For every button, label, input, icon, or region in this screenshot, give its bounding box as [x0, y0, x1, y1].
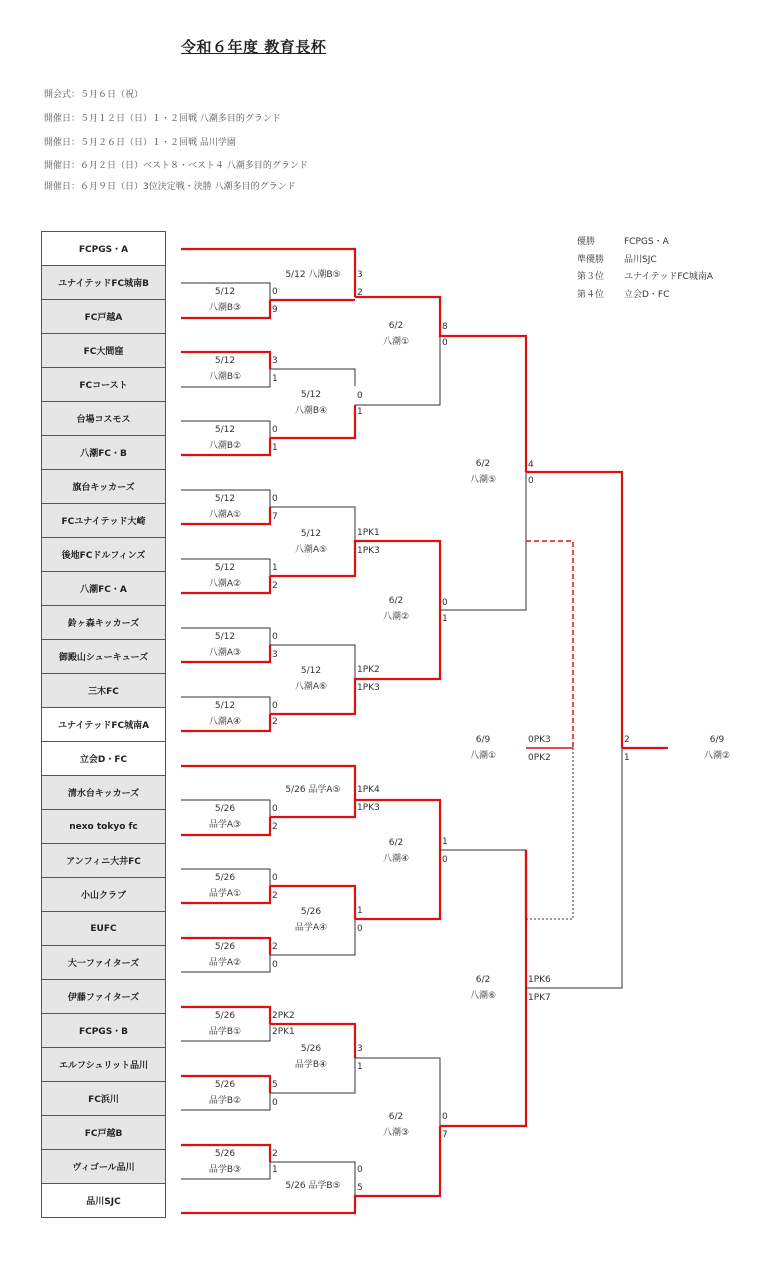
team-name: 後地FCドルフィンズ	[61, 551, 146, 561]
score: 0	[272, 873, 278, 883]
score: 0PK2	[528, 753, 551, 763]
team-name: FCユナイテッド大崎	[61, 517, 146, 527]
bracket-line	[526, 748, 622, 988]
match-date: 6/2	[388, 596, 404, 606]
score: 5	[357, 1183, 363, 1193]
score: 0	[442, 855, 448, 865]
match-date: 5/26	[214, 1011, 236, 1021]
match-venue: 八潮④	[382, 854, 410, 864]
score: 0	[442, 338, 448, 348]
result-team: 立会D・FC	[624, 289, 670, 300]
match-venue: 八潮⑥	[469, 991, 497, 1001]
score: 1	[357, 906, 363, 916]
team-name: ユナイテッドFC城南A	[57, 721, 150, 731]
score: 1PK3	[357, 683, 380, 693]
match-date: 5/12	[214, 494, 236, 504]
team-name: 鈴ヶ森キッカーズ	[67, 619, 140, 629]
match-venue: 八潮A⑤	[294, 545, 328, 555]
score: 1PK6	[528, 975, 551, 985]
score: 0	[442, 598, 448, 608]
score: 0	[272, 1098, 278, 1108]
page-title: 令和６年度 教育長杯	[181, 38, 327, 56]
match-venue: 八潮⑤	[469, 475, 497, 485]
score: 0	[272, 632, 278, 642]
match-venue: 品学A③	[208, 820, 242, 830]
score: 1	[442, 614, 448, 624]
match-date: 5/12	[214, 356, 236, 366]
team-name: アンフィニ大井FC	[66, 857, 141, 867]
match-date: 6/2	[475, 975, 491, 985]
score: 1PK3	[357, 546, 380, 556]
match-venue: 八潮③	[382, 1128, 410, 1138]
match-venue: 八潮B④	[294, 406, 328, 416]
team-name: 旗台キッカーズ	[72, 483, 135, 493]
score: 0	[357, 391, 363, 401]
score: 0	[272, 287, 278, 297]
team-name: 小山クラブ	[80, 891, 126, 901]
match-venue-inline: 5/26 品学B⑤	[285, 1181, 341, 1191]
winner-line	[181, 249, 355, 265]
score: 9	[272, 305, 278, 315]
team-name: FC浜川	[88, 1095, 119, 1105]
match-venue: 八潮A②	[208, 579, 242, 589]
team-name: FC大間窪	[83, 347, 124, 357]
score: 3	[272, 650, 278, 660]
schedule-line: 開会式：５月６日（祝）	[44, 90, 144, 100]
winner-line	[526, 541, 573, 748]
match-venue: 品学A②	[208, 958, 242, 968]
score: 8	[442, 322, 448, 332]
match-date: 5/12	[300, 529, 322, 539]
match-venue: 品学B①	[208, 1027, 242, 1037]
match-venue-inline: 5/26 品学A⑤	[285, 785, 341, 795]
result-label: 第４位	[577, 289, 605, 300]
score: 1	[272, 443, 278, 453]
match-venue: 八潮②	[703, 751, 731, 761]
result-team: ユナイテッドFC城南A	[624, 272, 713, 282]
team-name: 清水台キッカーズ	[67, 789, 140, 799]
schedule-line: 開催日：５月１２日（日）１・２回戦 八潮多目的グランド	[44, 114, 281, 124]
result-label: 準優勝	[577, 254, 605, 265]
match-date: 5/12	[300, 666, 322, 676]
match-venue: 八潮A④	[208, 717, 242, 727]
team-name: ユナイテッドFC城南B	[58, 279, 149, 289]
score: 2	[272, 822, 278, 832]
score: 2	[272, 891, 278, 901]
match-date: 5/12	[300, 390, 322, 400]
match-venue: 八潮B②	[208, 441, 242, 451]
winner-line	[270, 800, 440, 850]
winner-line	[526, 472, 622, 748]
score: 2	[624, 735, 630, 745]
score: 0	[442, 1112, 448, 1122]
match-date: 5/12	[214, 632, 236, 642]
team-name: FCPGS・A	[78, 245, 129, 255]
match-date: 5/26	[214, 942, 236, 952]
match-venue: 八潮A⑥	[294, 682, 328, 692]
team-name: FCPGS・B	[78, 1027, 129, 1037]
match-date: 6/2	[388, 838, 404, 848]
score: 2	[272, 942, 278, 952]
team-name: 品川SJC	[86, 1197, 121, 1207]
match-venue: 八潮B③	[208, 303, 242, 313]
winner-line	[440, 988, 526, 1126]
bracket-line	[440, 850, 526, 988]
match-venue: 品学B②	[208, 1096, 242, 1106]
score: 0	[528, 476, 534, 486]
match-venue: 八潮A①	[208, 510, 242, 520]
result-label: 第３位	[577, 272, 605, 282]
score: 3	[357, 270, 363, 280]
score: 0	[357, 1165, 363, 1175]
schedule-line: 開催日：６月９日（日）3位決定戦・決勝 八潮多目的グランド	[44, 182, 296, 192]
result-team: FCPGS・A	[624, 237, 669, 247]
score: 7	[272, 512, 278, 522]
score: 7	[442, 1130, 448, 1140]
score: 0	[272, 494, 278, 504]
match-date: 5/26	[214, 1149, 236, 1159]
score: 3	[272, 356, 278, 366]
match-venue: 品学A④	[294, 923, 328, 933]
winner-line	[355, 297, 440, 318]
score: 1	[357, 1062, 363, 1072]
score: 0	[272, 960, 278, 970]
match-date: 6/9	[475, 735, 491, 745]
score: 0	[272, 425, 278, 435]
team-name: 八潮FC・A	[80, 585, 127, 595]
match-date: 5/12	[214, 287, 236, 297]
match-date: 6/9	[709, 735, 725, 745]
match-venue: 八潮①	[382, 337, 410, 347]
score: 4	[528, 460, 534, 470]
score: 2	[272, 717, 278, 727]
match-date: 5/26	[214, 873, 236, 883]
match-venue: 八潮A③	[208, 648, 242, 658]
score: 3	[357, 1044, 363, 1054]
winner-line	[440, 318, 526, 472]
bracket-line	[526, 748, 573, 919]
bracket-line	[270, 369, 355, 386]
bracket-line	[440, 472, 526, 610]
match-venue: 八潮B①	[208, 372, 242, 382]
match-date: 5/26	[300, 1044, 322, 1054]
score: 1PK7	[528, 993, 551, 1003]
score: 1PK3	[357, 803, 380, 813]
team-name: FC戸越A	[84, 313, 123, 323]
match-venue-inline: 5/12 八潮B⑤	[285, 270, 341, 280]
team-name: EUFC	[90, 923, 117, 934]
score: 1	[272, 374, 278, 384]
team-name: FC戸越B	[84, 1129, 123, 1139]
score: 2PK1	[272, 1027, 295, 1037]
match-venue: 品学B③	[208, 1165, 242, 1175]
score: 1PK4	[357, 785, 380, 795]
score: 1	[272, 563, 278, 573]
score: 2	[272, 1149, 278, 1159]
match-date: 6/2	[388, 321, 404, 331]
match-date: 5/26	[300, 907, 322, 917]
score: 0	[357, 924, 363, 934]
match-date: 5/26	[214, 804, 236, 814]
score: 0PK3	[528, 735, 551, 745]
schedule-line: 開催日：５月２６日（日）１・２回戦 品川学園	[44, 138, 236, 148]
match-date: 5/12	[214, 563, 236, 573]
match-venue: 八潮②	[382, 612, 410, 622]
score: 0	[272, 701, 278, 711]
team-name: FCコースト	[79, 381, 128, 391]
score: 2	[272, 581, 278, 591]
result-team: 品川SJC	[624, 254, 657, 265]
team-name: 台場コスモス	[76, 415, 131, 425]
match-date: 6/2	[388, 1112, 404, 1122]
score: 5	[272, 1080, 278, 1090]
match-date: 5/12	[214, 425, 236, 435]
match-venue: 品学A①	[208, 889, 242, 899]
team-name: エルフシュリット品川	[58, 1061, 149, 1071]
match-date: 6/2	[475, 459, 491, 469]
score: 1PK1	[357, 528, 380, 538]
team-name: 八潮FC・B	[80, 449, 127, 459]
team-name: ヴィゴール品川	[72, 1163, 135, 1173]
schedule-line: 開催日：６月２日（日）ベスト８・ベスト４ 八潮多目的グランド	[44, 161, 308, 171]
team-name: 立会D・FC	[79, 755, 128, 765]
score: 1	[357, 407, 363, 417]
score: 2PK2	[272, 1011, 295, 1021]
result-label: 優勝	[577, 237, 596, 247]
match-venue: 品学B④	[294, 1060, 328, 1070]
team-name: 伊藤ファイターズ	[67, 993, 140, 1003]
match-date: 5/26	[214, 1080, 236, 1090]
score: 1PK2	[357, 665, 380, 675]
score: 1	[442, 837, 448, 847]
score: 1	[272, 1165, 278, 1175]
match-date: 5/12	[214, 701, 236, 711]
score: 1	[624, 753, 630, 763]
score: 2	[357, 288, 363, 298]
team-name: 大一ファイターズ	[67, 959, 140, 969]
score: 0	[272, 804, 278, 814]
match-venue: 八潮①	[469, 751, 497, 761]
team-name: 三木FC	[88, 687, 119, 697]
team-name: nexo tokyo fc	[69, 821, 138, 832]
team-name: 御殿山シューキューズ	[58, 653, 149, 663]
